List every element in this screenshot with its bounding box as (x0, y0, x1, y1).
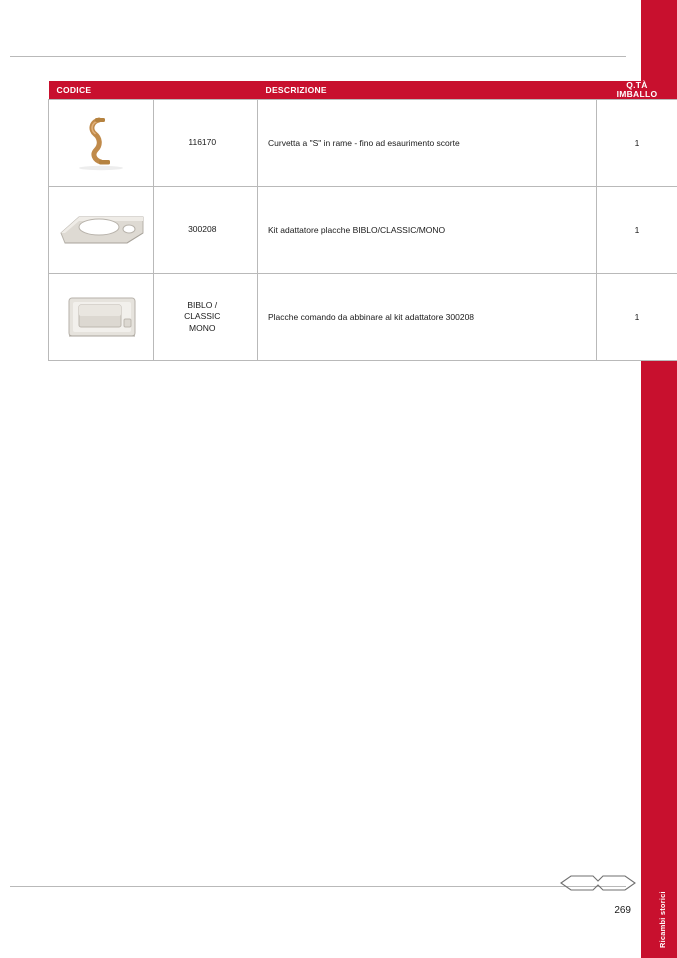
product-description: Curvetta a "S" in rame - fino ad esaurimento scorte (258, 100, 597, 187)
edge-tab-label: Ricambi storici (658, 891, 667, 948)
product-image-cell (49, 274, 154, 361)
product-image-cell (49, 187, 154, 274)
table-header-row (49, 81, 677, 100)
product-code: 300208 (153, 187, 258, 274)
copper-s-bend-pipe-image (49, 112, 153, 174)
header-codice: CODICE (49, 81, 258, 100)
product-description: Placche comando da abbinare al kit adattatore 300208 (258, 274, 597, 361)
product-code-line1: BIBLO / (187, 299, 218, 310)
table-row (49, 187, 677, 274)
table-row (49, 274, 677, 361)
flush-plate-image (49, 286, 153, 348)
arrow-ornament (559, 874, 637, 892)
top-divider (10, 56, 626, 57)
product-code-line2: CLASSIC (184, 311, 221, 322)
product-image-cell (49, 100, 154, 187)
product-table (48, 81, 677, 361)
page-number: 269 (614, 905, 631, 916)
product-table-container (48, 80, 658, 361)
header-qta-line2: IMBALLO (616, 89, 658, 99)
product-qty: 1 (597, 274, 677, 361)
table-row (49, 100, 677, 187)
product-qty: 1 (597, 187, 677, 274)
product-code (153, 274, 258, 361)
product-code: 116170 (153, 100, 258, 187)
product-qty: 1 (597, 100, 677, 187)
table-head (49, 81, 677, 100)
header-qta-imballo (597, 81, 677, 100)
bottom-divider (10, 886, 626, 887)
product-code-line3: MONO (189, 322, 216, 333)
header-qta-line1: Q.TÀ (626, 80, 648, 90)
header-descrizione: DESCRIZIONE (258, 81, 597, 100)
table-body (49, 100, 677, 361)
product-description: Kit adattatore placche BIBLO/CLASSIC/MONO (258, 187, 597, 274)
plate-adapter-kit-image (49, 199, 153, 261)
